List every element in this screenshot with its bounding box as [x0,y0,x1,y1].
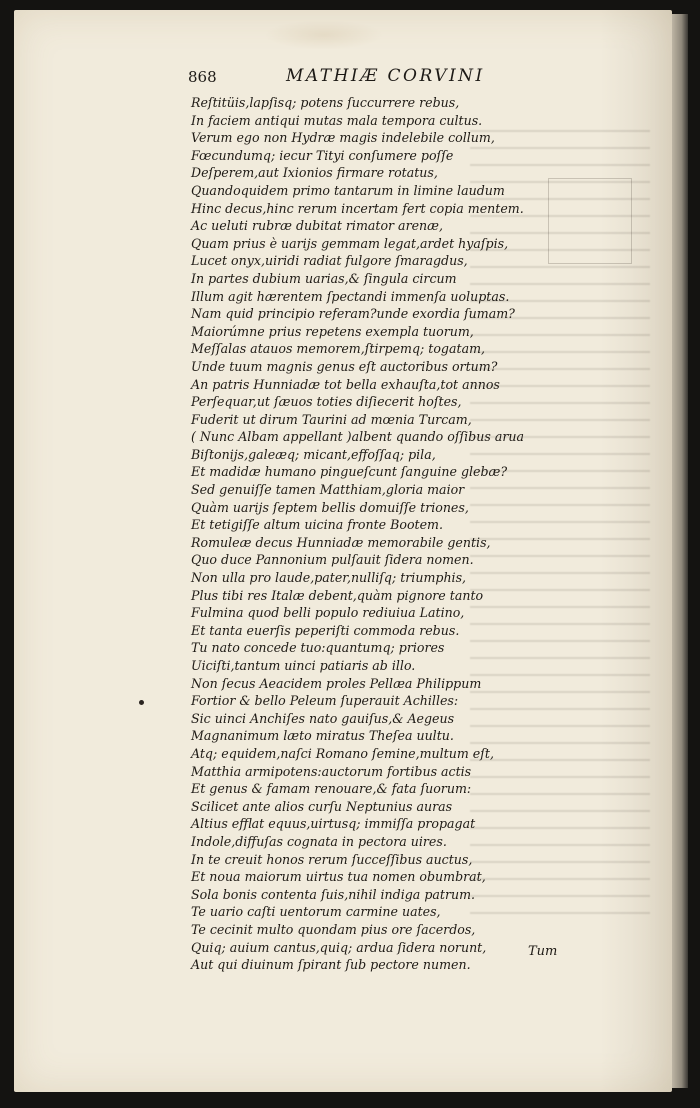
verse-line: Fuderit ut dirum Taurini ad mœnia Turcam, [191,411,472,427]
verse-line: In te creuit honos rerum ſucceſſibus auctus, [191,851,473,867]
verse-line: Plus tibi res Italæ debent,quàm pignore tanto [191,587,484,603]
paper-stain [264,20,384,50]
verse-line: Tu nato concede tuo:quantumq; priores [191,640,445,656]
verse-line: Perſequar,ut ſæuos toties diſiecerit hoſtes, [191,394,462,410]
verse-line: Quo duce Pannonium pulſauit ſidera nomen. [191,552,474,568]
verse-line: Et tanta euerſis peperiſti commoda rebus. [191,622,460,638]
verse-line: Quam prius è uarijs gemmam legat,ardet hyaſpis, [191,235,509,251]
verse-line: Et genus & famam renouare,& fata ſuorum: [191,781,472,797]
verse-line: ( Nunc Albam appellant )albent quando oſſibus arua [191,429,524,445]
verse-line: Non ulla pro laude,pater,nulliſq; triumphis, [191,570,467,586]
verse-line: An patris Hunniadæ tot bella exhauſta,tot annos [191,376,500,392]
verse-line: Sic uinci Anchiſes nato gauiſus,& Aegeus [191,710,455,726]
verse-line: Fulmina quod belli populo rediuiua Latino, [191,605,465,621]
running-head: MATHIÆ CORVINI [286,66,485,86]
verse-line: Et noua maiorum uirtus tua nomen obumbrat, [191,869,486,885]
verse-line: Meſſalas atauos memorem,ſtirpemq; togatam, [191,341,486,357]
verse-line: Illum agit hærentem ſpectandi immenſa uoluptas. [191,288,510,304]
verse-line: In partes dubium uarias,& ſingula circum [191,270,457,286]
verse-line: Scilicet ante alios curſu Neptunius auras [191,798,453,814]
verse-line: Nam quid principio referam?unde exordia ſumam? [191,306,515,322]
verse-line: Sed genuiſſe tamen Matthiam,gloria maior [191,482,465,498]
verse-line: Altius efflat equus,uirtusq; immiſſa propagat [191,816,476,832]
verse-line: Biſtonijs,galeæq; micant,effoſſaq; pila, [191,446,436,462]
verse-line: Quiq; auium cantus,quiq; ardua ſidera norunt, [191,939,487,955]
page-number: 868 [188,68,217,86]
page-edge [672,14,688,1088]
verse-line: Aut qui diuinum ſpirant ſub pectore numen. [191,957,471,973]
catchword: Tum [528,944,558,959]
verse-line: Te uario caſti uentorum carmine uates, [191,904,441,920]
verse-line: Sola bonis contenta ſuis,nihil indiga patrum. [191,886,476,902]
verse-line: Atq; equidem,naſci Romano ſemine,multum eſt, [191,745,494,761]
verse-line: Et madidæ humano pingueſcunt ſanguine glebæ? [191,464,508,480]
verse-line: Fortior & bello Peleum ſuperauit Achilles: [191,693,459,709]
verse-line: Uiciſti,tantum uinci patiaris ab illo. [191,658,416,673]
verse-line: Magnanimum læto miratus Theſea uultu. [191,728,454,744]
verse-line: Verum ego non Hydræ magis indelebile collum, [191,130,495,146]
verse-block [191,94,524,974]
verse-line: Quandoquidem primo tantarum in limine laudum [191,182,505,198]
verse-line: Maiorúmne prius repetens exempla tuorum, [191,323,474,339]
ink-spot [139,700,144,705]
page-header [188,68,548,92]
verse-line: Lucet onyx,uiridi radiat fulgore ſmaragdus, [191,253,468,269]
verse-line: Indole,diffuſas cognata in pectora uires. [191,833,447,849]
verse-line: Te cecinit multo quondam pius ore ſacerdos, [191,921,476,937]
verse-line: Reſtitüis,lapſisq; potens ſuccurrere rebus, [191,95,460,110]
verse-line: Deſperem,aut Ixionios firmare rotatus, [191,165,438,181]
verse-line: Non ſecus Aeacidem proles Pellæa Philippum [191,675,482,691]
bleed-through-initial-box [548,178,632,264]
verse-line: Unde tuum magnis genus eſt auctoribus ortum? [191,358,498,374]
verse-line: Hinc decus,hinc rerum incertam fert copia mentem. [191,200,524,216]
verse-line: Romuleæ decus Hunniadæ memorabile gentis, [191,534,491,550]
verse-line: In faciem antiqui mutas mala tempora cultus. [191,112,483,128]
verse-line: Ac ueluti rubræ dubitat rimator arenæ, [191,218,443,234]
verse-line: Et tetigiſſe altum uicina fronte Bootem. [191,517,443,533]
verse-line: Fœcundumq; iecur Tityi conſumere poſſe [191,147,454,163]
verse-line: Matthia armipotens:auctorum fortibus actis [191,763,472,779]
verse-line: Quàm uarijs ſeptem bellis domuiſſe triones, [191,499,469,515]
